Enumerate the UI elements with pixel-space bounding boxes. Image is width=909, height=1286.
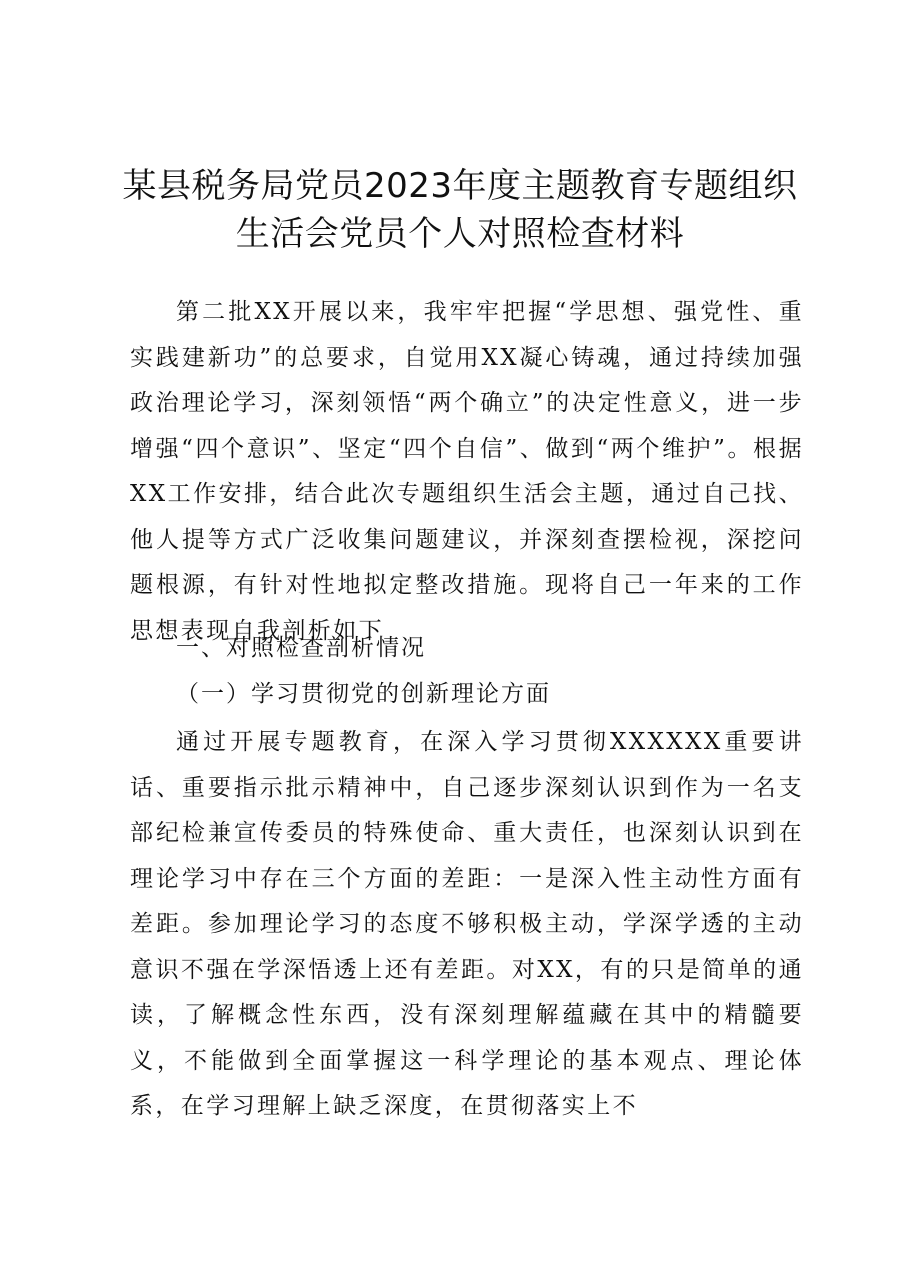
subsection-heading: （一）学习贯彻党的创新理论方面: [176, 681, 551, 707]
section-heading: 一、对照检查剖析情况: [176, 635, 426, 661]
body-paragraph: 通过开展专题教育，在深入学习贯彻XXXXXX重要讲话、重要指示批示精神中，自己逐步深刻认识到作为一名支部纪检兼宣传委员的特殊使命、重大责任，也深刻认识到在理论学习中存在三个方面的差距：一是深入性主动性方面有差距。参加理论学习的态度不够积极主动，学深学透的主动意识不强在学深悟透上还有差距。对XX，有的只是简单的通读，了解概念性东西，没有深刻理解蕴藏在其中的精髓要义，不能做到全面掌握这一科学理论的基本观点、理论体系，在学习理解上缺乏深度，在贯彻落实上不: [130, 729, 804, 1119]
document-title: 某县税务局党员2023年度主题教育专题组织生活会党员个人对照检查材料: [122, 166, 798, 254]
intro-paragraph: 第二批XX开展以来，我牢牢把握“学思想、强党性、重实践建新功”的总要求，自觉用XX凝心铸魂，通过持续加强政治理论学习，深刻领悟“两个确立”的决定性意义，进一步增强“四个意识”、坚定“四个自信”、做到“两个维护”。根据XX工作安排，结合此次专题组织生活会主题，通过自己找、他人提等方式广泛收集问题建议，并深刻查摆检视，深挖问题根源，有针对性地拟定整改措施。现将自己一年来的工作思想表现自我剖析如下: [130, 299, 804, 644]
